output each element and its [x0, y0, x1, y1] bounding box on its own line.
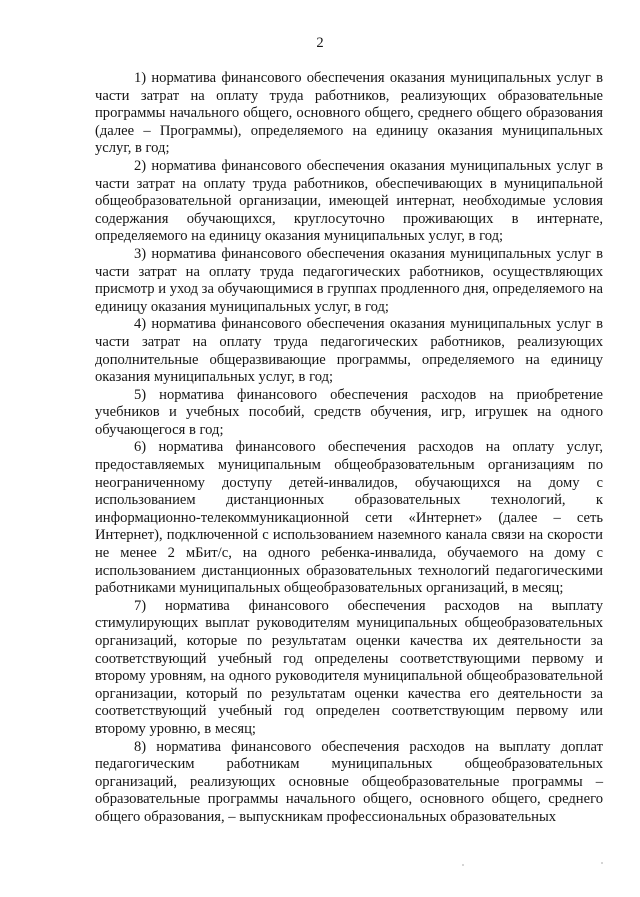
paragraph-7: 7) норматива финансового обеспечения расходов на выплату стимулирующих выплат руководителям муниципальных общеобразовательных организаций, которые по результатам оценки качества их деятельности за соответствующий учебный год определены соответствующими первому и второму уровням, на одного руководителя муниципальной общеобразовательной организации, который по результатам оценки качества его деятельности за соответствующий учебный год определен соответствующим первому или второму уровню, в месяц; — [95, 597, 603, 737]
scan-speck — [601, 862, 603, 864]
paragraph-4: 4) норматива финансового обеспечения оказания муниципальных услуг в части затрат на оплату труда педагогических работников, реализующих дополнительные общеразвивающие программы, определяемого на единицу оказания муниципальных услуг, в год; — [95, 316, 603, 386]
document-body — [95, 70, 603, 827]
scan-speck — [462, 864, 464, 866]
paragraph-8: 8) норматива финансового обеспечения расходов на выплату доплат педагогическим работникам муниципальных общеобразовательных организаций, реализующих основные общеобразовательные программы – образовательные программы начального общего, основного общего, среднего общего образования, – выпускникам профессиональных образовательных — [95, 738, 603, 825]
paragraph-6: 6) норматива финансового обеспечения расходов на оплату услуг, предоставляемых муниципальным общеобразовательным организациям по неограниченному доступу детей-инвалидов, обучающихся на дому с использованием дистанционных образовательных технологий, к информационно-телекоммуникационной сети «Интернет» (далее – сеть Интернет), подключенной с использованием наземного канала связи на скорости не менее 2 мБит/с, на одного ребенка-инвалида, обучаемого на дому с использованием дистанционных образовательных технологий педагогическими работниками муниципальных общеобразовательных организаций, в месяц; — [95, 439, 603, 597]
paragraph-1: 1) норматива финансового обеспечения оказания муниципальных услуг в части затрат на оплату труда работников, реализующих образовательные программы начального общего, основного общего, среднего общего образования (далее – Программы), определяемого на единицу оказания муниципальных услуг, в год; — [95, 70, 603, 157]
paragraph-3: 3) норматива финансового обеспечения оказания муниципальных услуг в части затрат на оплату труда педагогических работников, осуществляющих присмотр и уход за обучающимися в группах продленного дня, определяемого на единицу оказания муниципальных услуг, в год; — [95, 245, 604, 315]
paragraph-5: 5) норматива финансового обеспечения расходов на приобретение учебников и учебных пособий, средств обучения, игр, игрушек на одного обучающегося в год; — [95, 386, 603, 438]
page-number: 2 — [316, 35, 324, 51]
paragraph-2: 2) норматива финансового обеспечения оказания муниципальных услуг в части затрат на оплату труда работников, обеспечивающих в муниципальной общеобразовательной организации, имеющей интернат, необходимые условия содержания обучающихся, круглосуточно проживающих в интернате, определяемого на единицу оказания муниципальных услуг, в год; — [95, 157, 603, 245]
